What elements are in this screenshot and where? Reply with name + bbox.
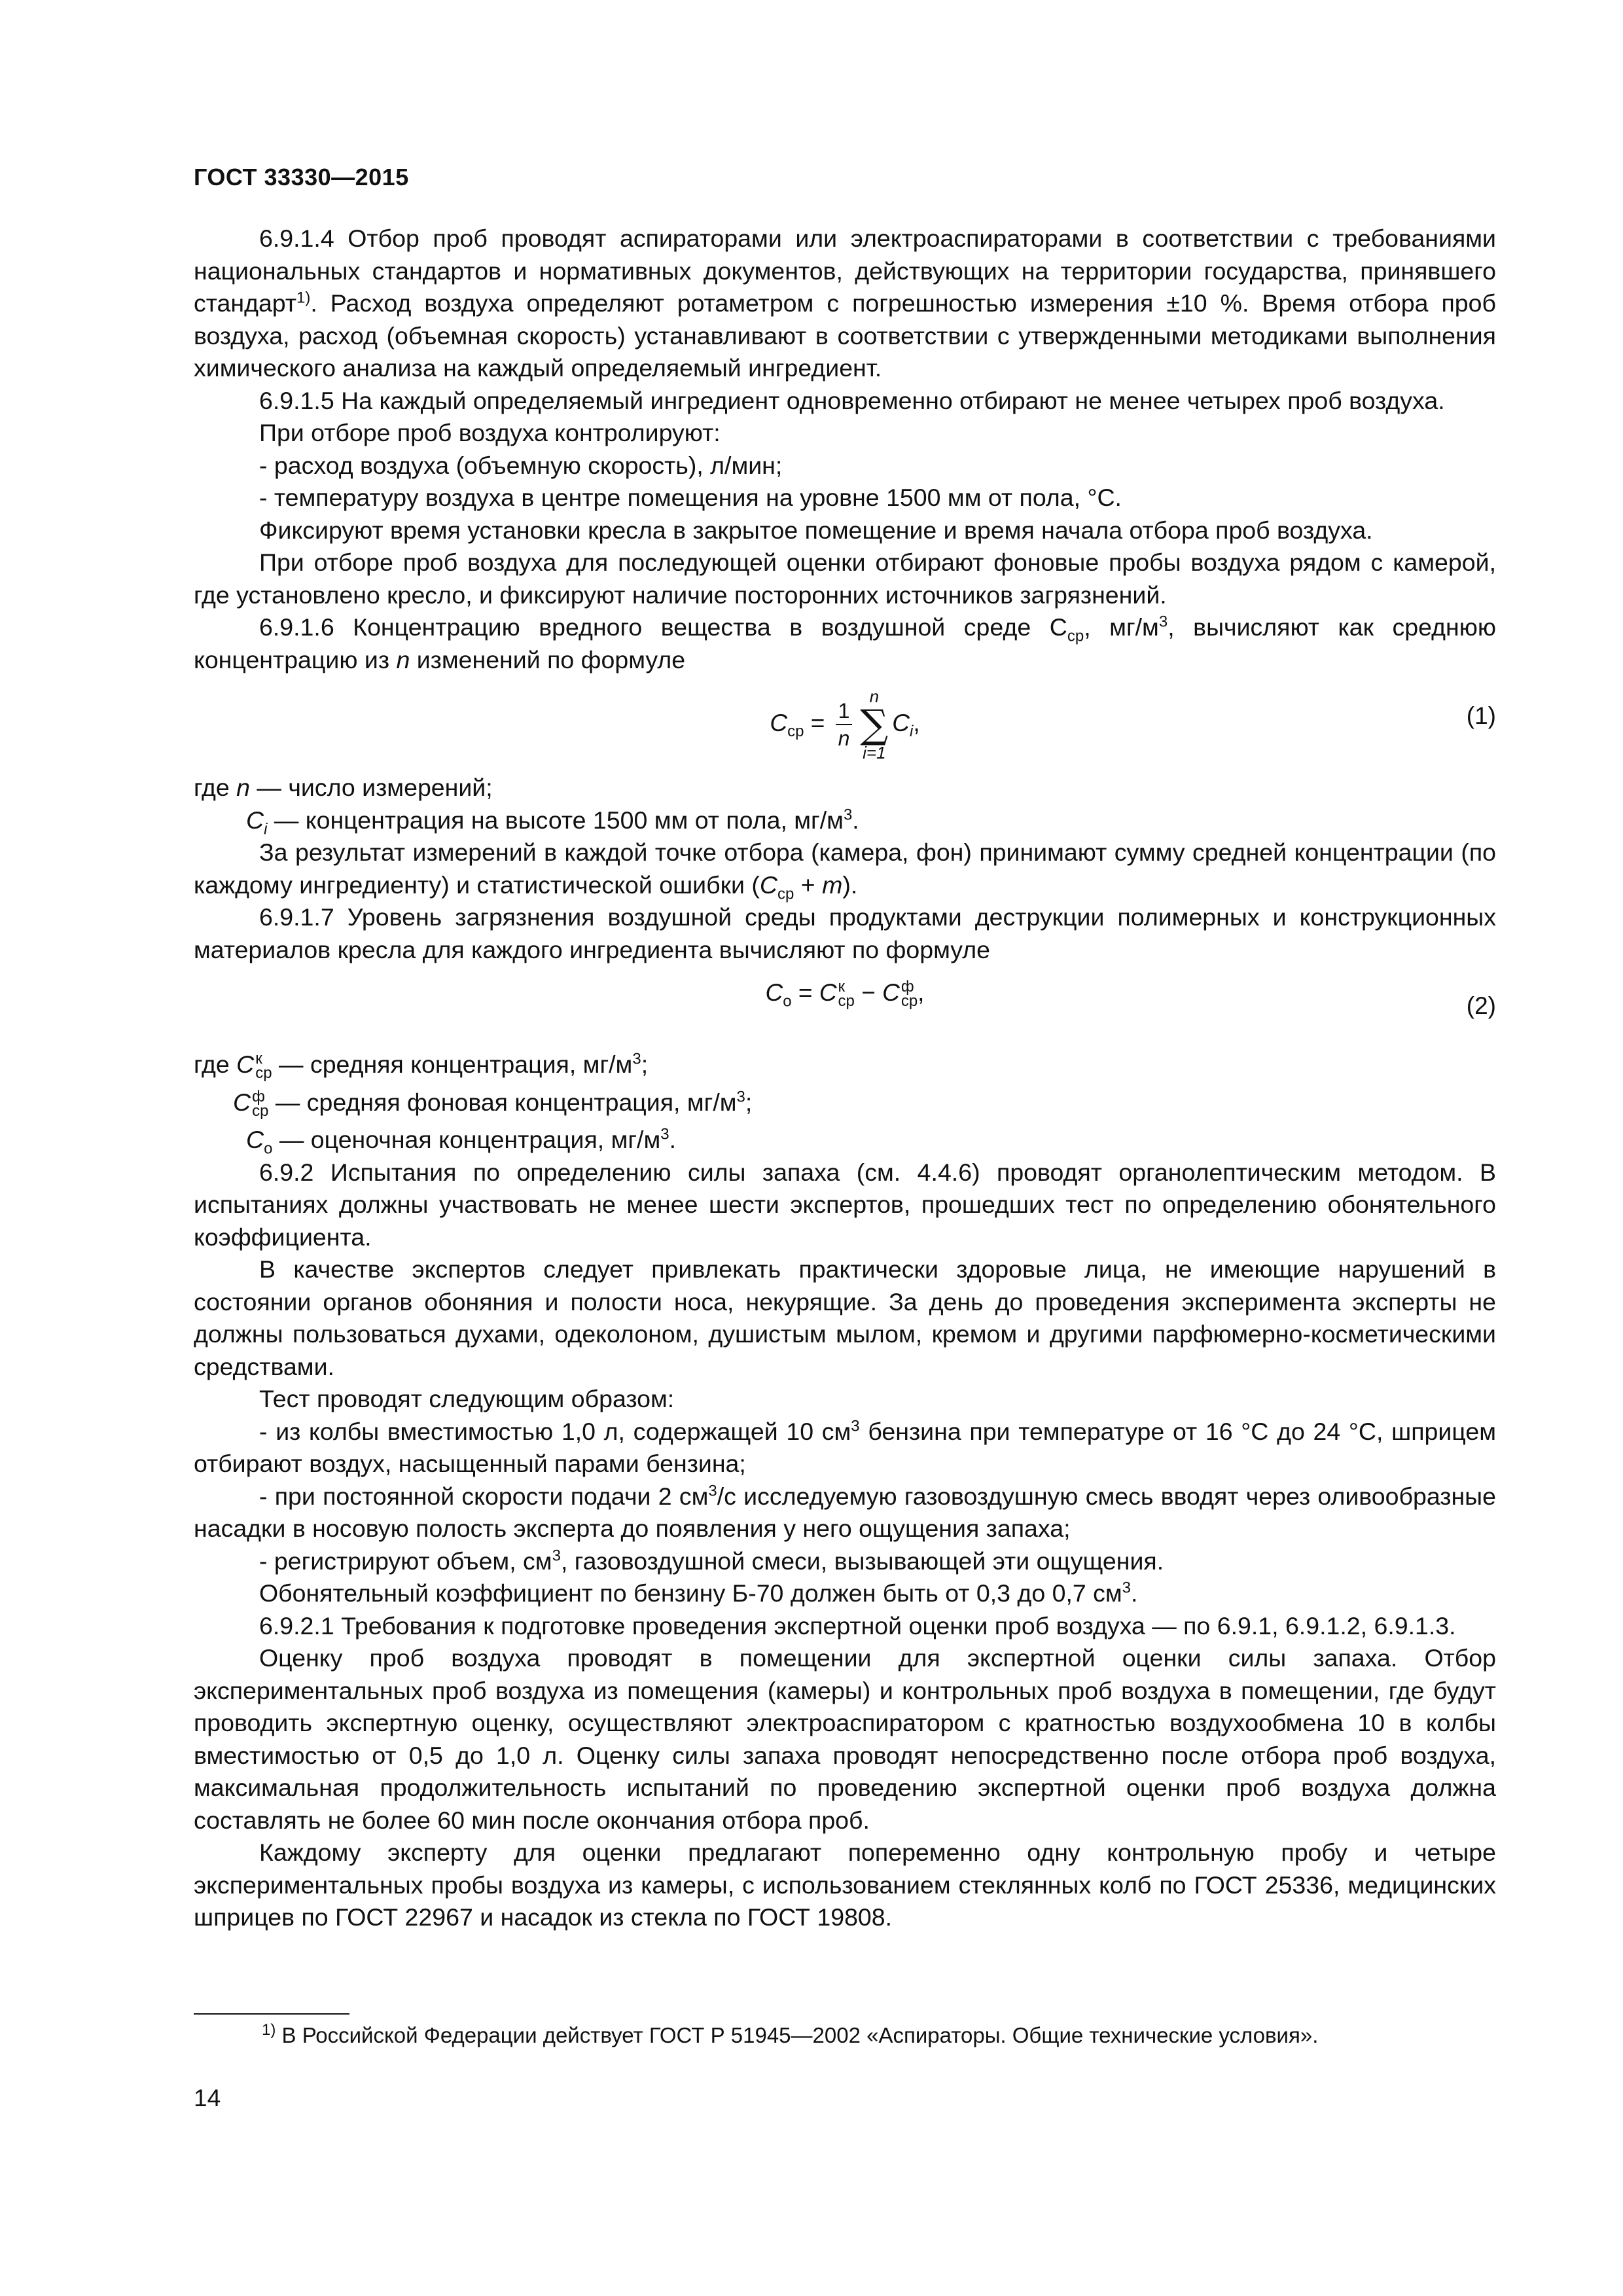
document-body xyxy=(194,223,1496,1934)
document-header: ГОСТ 33330—2015 xyxy=(194,164,409,190)
paragraph-6-9-1-7: 6.9.1.7 Уровень загрязнения воздушной среды продуктами деструкции полимерных и конструкционных материалов кресла для каждого ингредиента вычисляют по формуле xyxy=(194,903,1496,963)
fraction: $\frac{1}{n}$ xyxy=(836,698,853,751)
where-c-estimate: $C_о$ — оценочная концентрация, $мг/м^3$. xyxy=(246,1125,677,1158)
background-paragraph: При отборе проб воздуха для последующей оценки отбирают фоновые пробы воздуха рядом с камерой, где установлено кресло, и фиксируют наличие посторонних источников загрязнений. xyxy=(194,548,1496,609)
footnote-divider xyxy=(194,2013,349,2015)
each-expert-paragraph: Каждому эксперту для оценки предлагают попеременно одну контрольную пробу и четыре экспериментальных пробы воздуха из камеры, с использованием стеклянных колб по ГОСТ 25336, медицинских шприцев по ГОСТ 22967 и насадок из стекла по ГОСТ 19808. xyxy=(194,1839,1496,1931)
olfactory-coefficient: Обонятельный коэффициент по бензину Б-70 должен быть от 0,3 до 0,7 $см^3$. xyxy=(259,1579,1138,1607)
test-item: - регистрируют объем, $см^3$, газовоздушной смеси, вызывающей эти ощущения. xyxy=(259,1547,1164,1575)
where-ci: $C_i$ — концентрация на высоте 1500 мм от пола, $мг/м^3$. xyxy=(246,806,859,838)
footnote: $^{1)}$ В Российской Федерации действует ГОСТ Р 51945—2002 «Аспираторы. Общие технические условия». xyxy=(262,2021,1319,2047)
control-item: - расход воздуха (объемную скорость), л/мин; xyxy=(259,451,783,479)
control-intro: При отборе проб воздуха контролируют: xyxy=(259,419,721,446)
result-paragraph: За результат измерений в каждой точке отбора (камера, фон) принимают сумму средней концентрации (по каждому ингредиенту) и статистической ошибки $(C_{ср} + m)$. xyxy=(194,838,1496,903)
paragraph-6-9-2: 6.9.2 Испытания по определению силы запаха (см. 4.4.6) проводят органолептическим методом. В испытаниях должны участвовать не менее шести экспертов, прошедших тест по определению обонятельного коэффициента. xyxy=(194,1158,1496,1251)
paragraph-6-9-2-1: 6.9.2.1 Требования к подготовке проведения экспертной оценки проб воздуха — по 6.9.1, 6.9.1.2, 6.9.1.3. xyxy=(259,1611,1456,1640)
summation-symbol: n ∑ i=1 xyxy=(860,687,889,762)
paragraph-6-9-1-4: 6.9.1.4 Отбор проб проводят аспираторами или электроаспираторами в соответствии с требованиями национальных стандартов и нормативных документов, действующих на территории государства, принявшего стандарт$^{1)}$. Расход воздуха определяют ротаметром с погрешностью измерения ±10 %. Время отбора проб воздуха, расход (объемная скорость) устанавливают в соответствии с утвержденными методиками выполнения химического анализа на каждый определяемый ингредиент. xyxy=(194,224,1496,382)
where-c-background: C ф ср — средняя фоновая концентрация, $мг/м^3$; xyxy=(233,1087,753,1120)
test-item: - из колбы вместимостью 1,0 л, содержащей 10 $см^3$ бензина при температуре от 16 °С до 24 °С, шприцем отбирают воздух, насыщенный парами бензина; xyxy=(194,1417,1497,1477)
control-item: - температуру воздуха в центре помещения на уровне 1500 мм от пола, °С. xyxy=(259,484,1122,511)
paragraph-6-9-1-6: 6.9.1.6 Концентрацию вредного вещества в воздушной среде $С_{ср}$, $мг/м^3$, вычисляют как среднюю концентрацию из n изменений по формуле xyxy=(194,613,1497,673)
fix-time-paragraph: Фиксируют время установки кресла в закрытое помещение и время начала отбора проб воздуха. xyxy=(259,516,1373,544)
assessment-paragraph: Оценку проб воздуха проводят в помещении для экспертной оценки силы запаха. Отбор экспериментальных проб воздуха из помещения (камеры) и контрольных проб воздуха в помещении, где будут проводить экспертную оценку, осуществляют электроаспиратором с кратностью воздухообмена 10 в колбы вместимостью от 0,5 до 1,0 л. Оценку силы запаха проводят непосредственно после отбора проб воздуха, максимальная продолжительность испытаний по проведению экспертной оценки проб воздуха должна составлять не более 60 мин после окончания отбора проб. xyxy=(194,1644,1496,1834)
footnote-ref: 1) xyxy=(296,289,311,307)
experts-paragraph: В качестве экспертов следует привлекать практически здоровые лица, не имеющие нарушений в состоянии органов обоняния и полости носа, некурящие. За день до проведения эксперимента эксперты не должны пользоваться духами, одеколоном, душистым мылом, кремом и другими парфюмерно-косметическими средствами. xyxy=(194,1255,1496,1380)
formula-2: $C_о = C$ к ср − C ф ср , (2) xyxy=(194,977,1496,1035)
page-number: 14 xyxy=(194,2085,221,2111)
test-intro: Тест проводят следующим образом: xyxy=(259,1385,675,1412)
where-n: где n — число измерений; xyxy=(194,774,493,801)
formula-number: (2) xyxy=(1466,992,1496,1019)
where-c-avg: где C к ср — средняя концентрация, $мг/м^3$; xyxy=(194,1050,649,1083)
paragraph-6-9-1-5: 6.9.1.5 На каждый определяемый ингредиент одновременно отбирают не менее четырех проб воздуха. xyxy=(259,386,1445,414)
formula-number: (1) xyxy=(1466,702,1496,729)
formula-1: $C_{ср}$ = $\frac{1}{n}$ n ∑ i=1 $C_i$, (1) xyxy=(770,687,1496,762)
test-item: - при постоянной скорости подачи 2 $см^3/с$ исследуемую газовоздушную смесь вводят через оливообразные насадки в носовую полость эксперта до появления у него ощущения запаха; xyxy=(194,1482,1496,1542)
